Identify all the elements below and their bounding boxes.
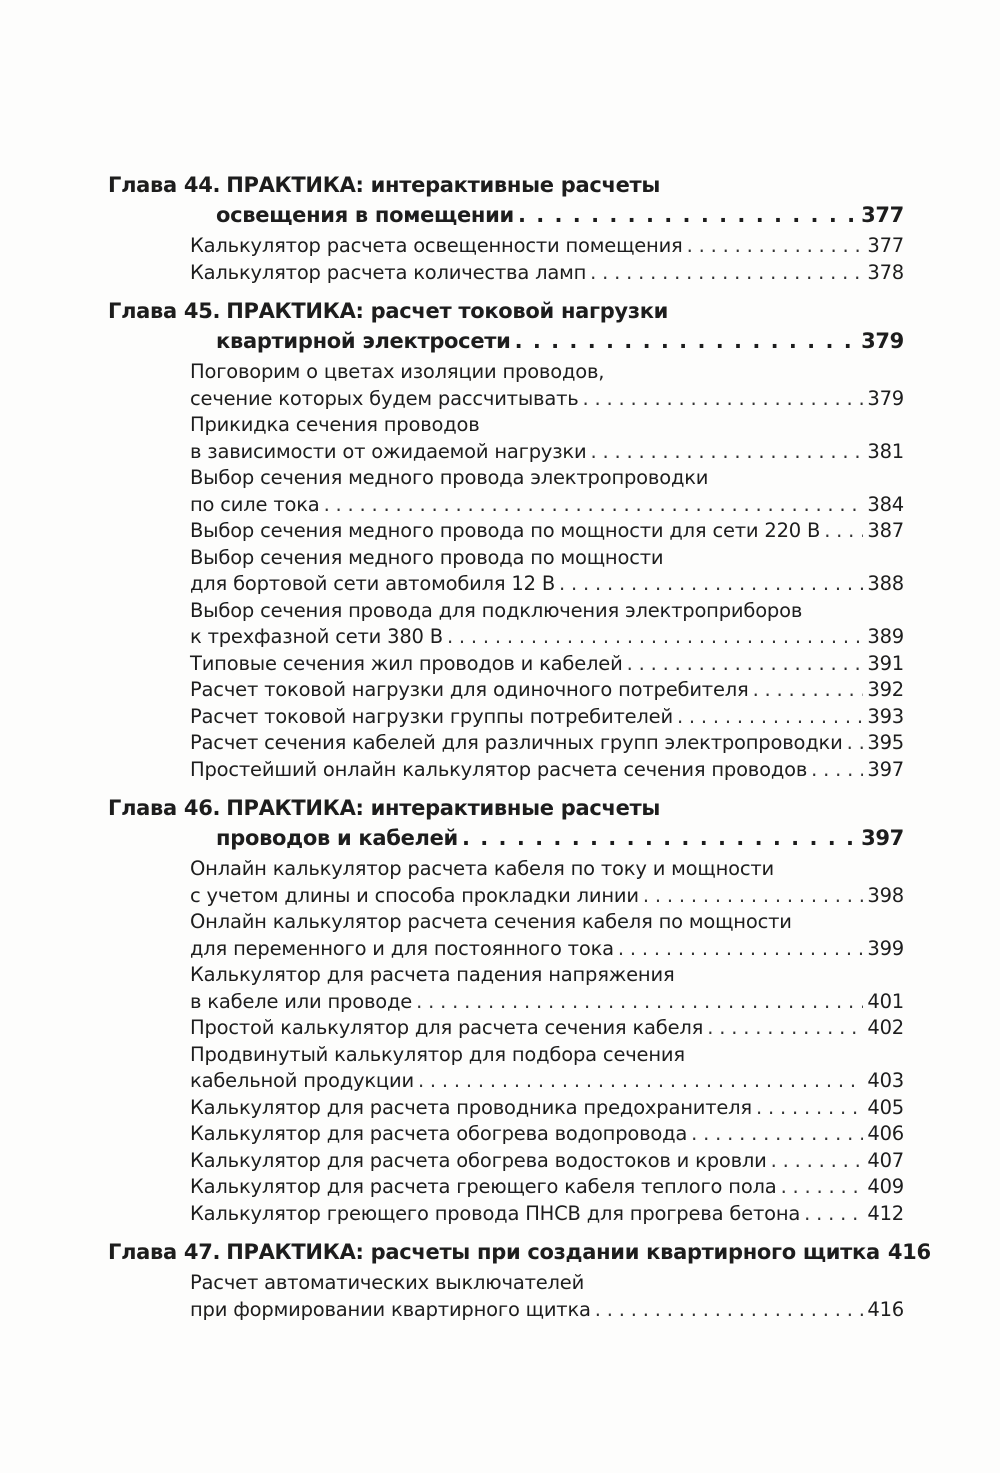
dot-leader — [811, 757, 863, 784]
section-page-number: 395 — [867, 731, 904, 754]
chapter-title-line: ПРАКТИКА: расчеты при создании квартирного щитка — [226, 1240, 880, 1264]
dot-leader — [691, 1121, 863, 1148]
section-title-line: при формировании квартирного щитка — [190, 1297, 591, 1321]
section-title-line: Простейший онлайн калькулятор расчета сечения проводов — [190, 757, 808, 781]
section-title-line: Расчет токовой нагрузки группы потребителей — [190, 704, 673, 728]
dot-leader — [559, 571, 863, 598]
section-entry[interactable] — [190, 598, 904, 651]
chapter-title-line: проводов и кабелей — [216, 826, 458, 850]
dot-leader — [707, 1015, 863, 1042]
section-page-number: 412 — [867, 1201, 904, 1225]
section-page-number: 405 — [867, 1095, 904, 1119]
section-page-number: 388 — [867, 572, 904, 595]
section-page-number: 398 — [867, 883, 904, 907]
section-entry[interactable] — [190, 465, 904, 518]
section-list — [108, 856, 904, 1227]
section-page-number: 416 — [867, 1297, 904, 1321]
dot-leader — [518, 200, 857, 230]
chapter-page-number: 416 — [887, 1240, 931, 1264]
chapter-title-line: ПРАКТИКА: расчет токовой нагрузки — [226, 299, 669, 323]
dot-leader — [595, 1297, 864, 1324]
section-entry[interactable] — [190, 260, 904, 287]
chapter-entry — [108, 793, 904, 1227]
section-title-line: Продвинутый калькулятор для подбора сечения — [190, 1042, 685, 1066]
section-entry[interactable] — [190, 1174, 904, 1201]
section-entry[interactable] — [190, 1270, 904, 1323]
section-title-line: Простой калькулятор для расчета сечения кабеля — [190, 1016, 704, 1039]
section-title-line: в кабеле или проводе — [190, 989, 413, 1013]
section-title-line: Калькулятор для расчета обогрева водостоков и кровли — [190, 1148, 767, 1172]
section-title-line: кабельной продукции — [190, 1069, 414, 1092]
dot-leader — [447, 624, 863, 651]
dot-leader — [324, 492, 864, 519]
section-title-line: Поговорим о цветах изоляции проводов, — [190, 360, 605, 383]
section-page-number: 403 — [867, 1069, 904, 1092]
dot-leader — [418, 1068, 863, 1095]
section-title-line: Калькулятор для расчета обогрева водопровода — [190, 1122, 688, 1145]
section-entry[interactable] — [190, 730, 904, 757]
section-title-line: Калькулятор для расчета проводника предохранителя — [190, 1095, 752, 1119]
section-title-line: Выбор сечения медного провода по мощности для сети 220 В — [190, 519, 821, 542]
section-title-line: для переменного и для постоянного тока — [190, 936, 614, 960]
section-title-line: Расчет автоматических выключателей — [190, 1271, 585, 1294]
section-entry[interactable] — [190, 518, 904, 545]
dot-leader — [781, 1174, 864, 1201]
table-of-contents — [108, 170, 931, 1333]
section-page-number: 379 — [867, 386, 904, 410]
section-page-number: 407 — [867, 1148, 904, 1172]
chapter-page-number: 379 — [861, 329, 904, 353]
section-title-line: Расчет токовой нагрузки для одиночного потребителя — [190, 678, 749, 701]
chapter-title-line: ПРАКТИКА: интерактивные расчеты — [226, 796, 661, 820]
section-entry[interactable] — [190, 1148, 904, 1175]
section-page-number: 409 — [867, 1175, 904, 1198]
section-page-number: 402 — [867, 1016, 904, 1039]
section-entry[interactable] — [190, 704, 904, 731]
chapter-entry — [108, 170, 904, 286]
section-page-number: 387 — [867, 519, 904, 542]
section-entry[interactable] — [190, 909, 904, 962]
section-page-number: 377 — [867, 234, 904, 257]
section-title-line: Прикидка сечения проводов — [190, 413, 480, 436]
section-list — [108, 359, 904, 783]
section-title-line: к трехфазной сети 380 В — [190, 625, 443, 648]
chapter-number: Глава 46. — [108, 796, 221, 820]
section-entry[interactable] — [190, 1095, 904, 1122]
section-title-line: Калькулятор расчета количества ламп — [190, 260, 587, 284]
dot-leader — [687, 233, 864, 260]
dot-leader — [643, 883, 864, 910]
section-entry[interactable] — [190, 757, 904, 784]
dot-leader — [847, 730, 864, 757]
dot-leader — [756, 1095, 863, 1122]
chapter-heading[interactable] — [108, 296, 904, 356]
section-entry[interactable] — [190, 412, 904, 465]
section-title-line: Расчет сечения кабелей для различных групп электропроводки — [190, 731, 843, 754]
section-title-line: Выбор сечения медного провода по мощности — [190, 545, 664, 569]
section-title-line: Калькулятор для расчета греющего кабеля теплого пола — [190, 1175, 777, 1198]
section-entry[interactable] — [190, 962, 904, 1015]
section-entry[interactable] — [190, 856, 904, 909]
chapter-title-line: квартирной электросети — [216, 329, 511, 353]
section-title-line: для бортовой сети автомобиля 12 В — [190, 572, 555, 595]
chapter-heading[interactable] — [108, 170, 904, 230]
section-title-line: Калькулятор греющего провода ПНСВ для прогрева бетона — [190, 1201, 801, 1225]
dot-leader — [462, 823, 857, 853]
chapter-heading[interactable] — [108, 793, 904, 853]
dot-leader — [627, 651, 864, 678]
section-title-line: в зависимости от ожидаемой нагрузки — [190, 439, 587, 463]
section-entry[interactable] — [190, 677, 904, 704]
dot-leader — [515, 326, 858, 356]
section-title-line: сечение которых будем рассчитывать — [190, 386, 579, 410]
section-entry[interactable] — [190, 545, 904, 598]
section-page-number: 393 — [867, 704, 904, 728]
section-title-line: Калькулятор расчета освещенности помещения — [190, 234, 683, 257]
section-page-number: 391 — [867, 651, 904, 675]
section-entry[interactable] — [190, 359, 904, 412]
chapter-number: Глава 47. — [108, 1240, 221, 1264]
dot-leader — [583, 386, 864, 413]
chapter-number: Глава 45. — [108, 299, 221, 323]
section-title-line: по силе тока — [190, 492, 320, 516]
section-page-number: 384 — [867, 492, 904, 516]
chapter-entry — [108, 296, 904, 783]
dot-leader — [804, 1201, 863, 1228]
section-page-number: 401 — [867, 989, 904, 1013]
section-page-number: 378 — [867, 260, 904, 284]
section-page-number: 389 — [867, 625, 904, 648]
dot-leader — [618, 936, 863, 963]
section-entry[interactable] — [190, 1015, 904, 1042]
section-title-line: Типовые сечения жил проводов и кабелей — [190, 651, 623, 675]
section-title-line: с учетом длины и способа прокладки линии — [190, 883, 639, 907]
section-list — [108, 233, 904, 286]
section-title-line: Онлайн калькулятор расчета кабеля по току и мощности — [190, 857, 775, 880]
chapter-title-line: освещения в помещении — [216, 203, 514, 227]
dot-leader — [590, 439, 863, 466]
chapter-page-number: 397 — [861, 826, 904, 850]
section-entry[interactable] — [190, 1201, 904, 1228]
dot-leader — [590, 260, 863, 287]
section-title-line: Выбор сечения медного провода электропроводки — [190, 466, 709, 489]
chapter-number: Глава 44. — [108, 173, 221, 197]
section-entry[interactable] — [190, 233, 904, 260]
section-page-number: 381 — [867, 439, 904, 463]
section-page-number: 392 — [867, 678, 904, 701]
chapter-title-line: ПРАКТИКА: интерактивные расчеты — [226, 173, 661, 197]
dot-leader — [416, 989, 863, 1016]
chapter-page-number: 377 — [861, 203, 904, 227]
section-entry[interactable] — [190, 1042, 904, 1095]
section-entry[interactable] — [190, 1121, 904, 1148]
section-title-line: Калькулятор для расчета падения напряжения — [190, 963, 675, 986]
dot-leader — [677, 704, 863, 731]
chapter-entry — [108, 1237, 931, 1323]
dot-leader — [753, 677, 864, 704]
section-page-number: 406 — [867, 1122, 904, 1145]
section-entry[interactable] — [190, 651, 904, 678]
dot-leader — [824, 518, 863, 545]
section-title-line: Онлайн калькулятор расчета сечения кабеля по мощности — [190, 910, 792, 933]
section-page-number: 397 — [867, 757, 904, 781]
section-title-line: Выбор сечения провода для подключения электроприборов — [190, 598, 803, 622]
section-list — [108, 1270, 904, 1323]
chapter-heading[interactable] — [108, 1237, 931, 1267]
section-page-number: 399 — [867, 936, 904, 960]
dot-leader — [771, 1148, 864, 1175]
